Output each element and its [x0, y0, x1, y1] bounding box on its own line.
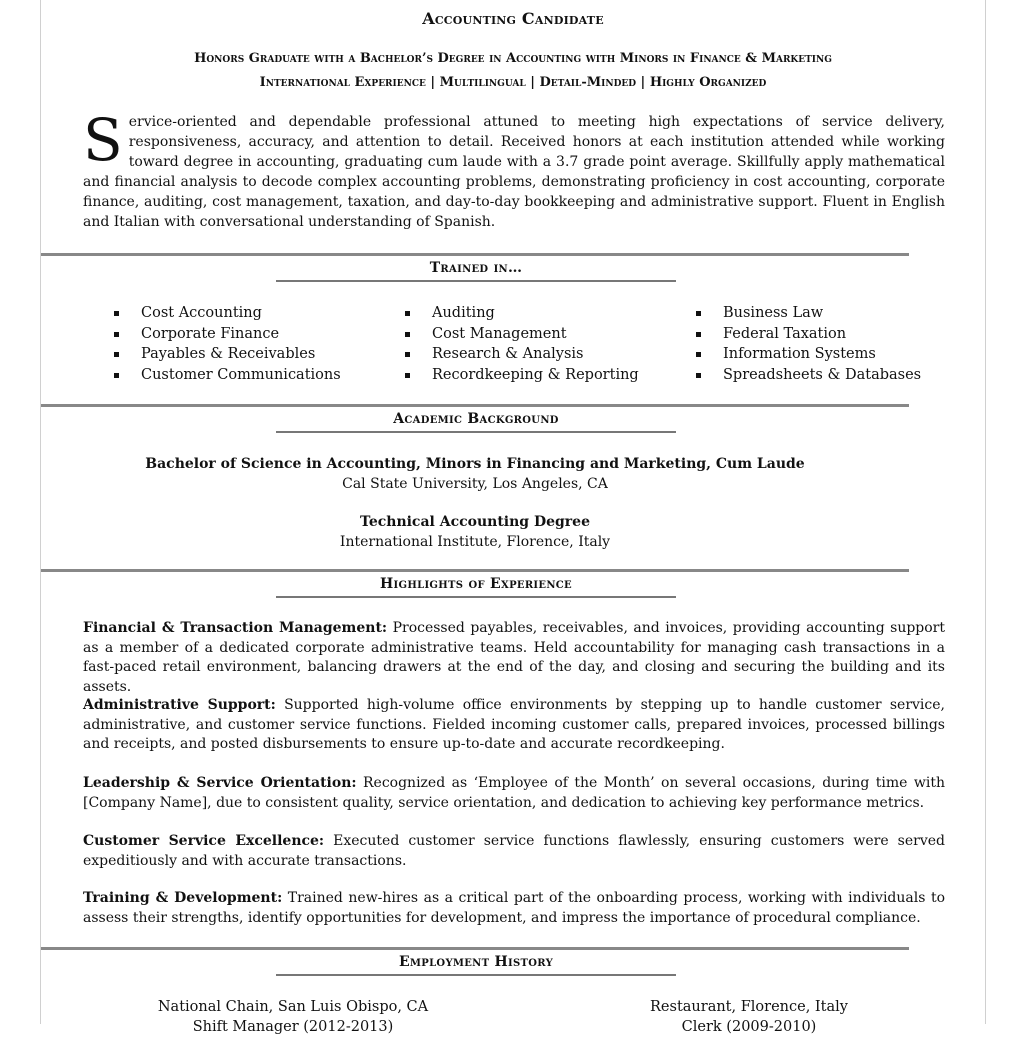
- list-item: Auditing: [402, 303, 639, 324]
- school-name: International Institute, Florence, Italy: [339, 534, 611, 550]
- resume-page: [40, 0, 986, 1035]
- list-item: Information Systems: [693, 344, 921, 365]
- bullet-icon: [114, 373, 119, 378]
- bullet-icon: [405, 311, 410, 316]
- list-item: Research & Analysis: [402, 344, 639, 365]
- degree-title: Bachelor of Science in Accounting, Minors in Financing and Marketing, Cum Laude: [145, 456, 805, 472]
- bullet-icon: [114, 332, 119, 337]
- section-divider: [41, 253, 909, 256]
- section-title-trained: Trained in…: [429, 260, 523, 276]
- education-entry-2: [41, 512, 909, 552]
- section-underline: [276, 596, 676, 598]
- employment-entry-1: [123, 997, 463, 1037]
- section-underline: [276, 974, 676, 976]
- list-item: Spreadsheets & Databases: [693, 365, 921, 386]
- education-entry-1: [41, 454, 909, 494]
- bullet-icon: [405, 332, 410, 337]
- highlight-paragraph: Financial & Transaction Management: Processed payables, receivables, and invoices, providing accounting support as a member of a dedicated corporate administrative teams. Held accountability for managing cash transactions in a fast-paced retail environment, balancing drawers at the end of the day, and closing and securing the building and its assets.: [83, 620, 946, 695]
- bullet-icon: [696, 311, 701, 316]
- headline-degree: Honors Graduate with a Bachelor’s Degree in Accounting with Minors in Finance & Marketing: [194, 51, 832, 66]
- highlight-paragraph: Leadership & Service Orientation: Recognized as ‘Employee of the Month’ on several occasions, during time with [Company Name], due to consistent quality, service orientation, and dedication to achieving key performance metrics.: [83, 775, 945, 811]
- headline-qualities: International Experience | Multilingual | Detail-Minded | Highly Organized: [259, 75, 767, 90]
- highlight-paragraph: Administrative Support: Supported high-volume office environments by stepping up to handle customer service, administrative, and customer service functions. Fielded incoming customer calls, prepared invoices, processed billings and receipts, and posted disbursements to ensure up-to-date and accurate recordkeeping.: [83, 697, 945, 752]
- section-divider: [41, 569, 909, 572]
- degree-title: Technical Accounting Degree: [360, 514, 590, 530]
- list-item: Cost Management: [402, 324, 639, 345]
- section-title-academic: Academic Background: [393, 411, 559, 427]
- bullet-icon: [696, 373, 701, 378]
- employer-name: Restaurant, Florence, Italy: [650, 999, 848, 1015]
- section-divider: [41, 947, 909, 950]
- list-item: Corporate Finance: [111, 324, 341, 345]
- bullet-icon: [405, 373, 410, 378]
- summary-paragraph: [83, 106, 945, 232]
- list-item: Federal Taxation: [693, 324, 921, 345]
- skills-column-3: [693, 303, 921, 385]
- employment-entry-2: [579, 997, 919, 1037]
- list-item: Business Law: [693, 303, 921, 324]
- bullet-icon: [405, 352, 410, 357]
- resume-title: Accounting Candidate: [422, 9, 604, 28]
- list-item: Cost Accounting: [111, 303, 341, 324]
- section-underline: [276, 280, 676, 282]
- list-item: Customer Communications: [111, 365, 341, 386]
- job-role: Clerk (2009-2010): [681, 1019, 817, 1035]
- list-item: Recordkeeping & Reporting: [402, 365, 639, 386]
- bullet-icon: [696, 352, 701, 357]
- section-divider: [41, 404, 909, 407]
- highlight-paragraph: Customer Service Excellence: Executed customer service functions flawlessly, ensuring customers were served expeditiously and with accurate transactions.: [83, 833, 946, 869]
- section-underline: [276, 431, 676, 433]
- bullet-icon: [696, 332, 701, 337]
- summary-text: ervice-oriented and dependable professional attuned to meeting high expectations of service delivery, responsiveness, accuracy, and attention to detail. Received honors at each institution attended while working toward degree in accounting, graduating cum laude with a 3.7 grade point average. Skillfully apply mathematical and financial analysis to decode complex accounting problems, demonstrating proficiency in cost accounting, corporate finance, auditing, cost management, taxation, and day-to-day bookkeeping and administrative support. Fluent in English and Italian with conversational understanding of Spanish.: [83, 114, 945, 230]
- school-name: Cal State University, Los Angeles, CA: [342, 476, 608, 492]
- skills-column-2: [402, 303, 639, 385]
- bullet-icon: [114, 352, 119, 357]
- bullet-icon: [114, 311, 119, 316]
- job-role: Shift Manager (2012-2013): [192, 1019, 394, 1035]
- section-title-highlights: Highlights of Experience: [380, 576, 572, 592]
- skills-column-1: [111, 303, 341, 385]
- list-item: Payables & Receivables: [111, 344, 341, 365]
- highlight-paragraph: Training & Development: Trained new-hires as a critical part of the onboarding process, working with individuals to assess their strengths, identify opportunities for development, and impress the importance of procedural compliance.: [83, 890, 945, 926]
- section-title-employment: Employment History: [398, 954, 554, 970]
- employer-name: National Chain, San Luis Obispo, CA: [157, 999, 429, 1015]
- summary-dropcap: S: [83, 106, 123, 174]
